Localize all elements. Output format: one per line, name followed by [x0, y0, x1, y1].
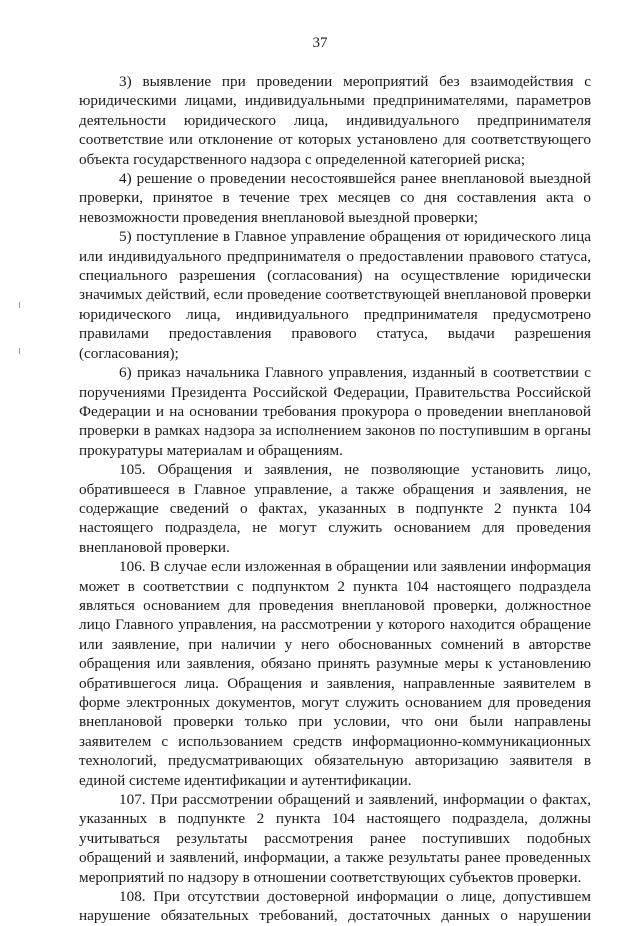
- paragraph-item-5: 5) поступление в Главное управление обращения от юридического лица или индивидуального предпринимателя о предоставлении правового статуса, специального разрешения (согласования) на осуществление юридически значимых действий, если проведение соответствующей внеплановой проверки юридического лица, индивидуального предпринимателя предусмотрено правилами предоставления правового статуса, выдачи разрешения (согласования);: [79, 228, 591, 362]
- paragraph-106: 106. В случае если изложенная в обращении или заявлении информация может в соответствии с подпунктом 2 пункта 104 настоящего подраздела являться основанием для проведения внеплановой проверки, должностное лицо Главного управления, на рассмотрении у которого находится обращение или заявление, при наличии у него обоснованных сомнений в авторстве обращения или заявления, обязано принять разумные меры к установлению обратившегося лица. Обращения и заявления, направленные заявителем в форме электронных документов, могут служить основанием для проведения внеплановой проверки только при условии, что они были направлены заявителем с использованием средств информационно-коммуникационных технологий, предусматривающих обязательную авторизацию заявителя в единой системе идентификации и аутентификации.: [79, 558, 591, 789]
- paragraph-item-4: 4) решение о проведении несостоявшейся ранее внеплановой выездной проверки, принятое в течение трех месяцев со дня составления акта о невозможности проведения внеплановой выездной проверки;: [79, 170, 591, 226]
- paragraph-107: 107. При рассмотрении обращений и заявлений, информации о фактах, указанных в подпункте 2 пункта 104 настоящего подраздела, должны учитываться результаты рассмотрения ранее поступивших подобных обращений и заявлений, информации, а также результаты ранее проведенных мероприятий по надзору в отношении соответствующих субъектов проверки.: [79, 791, 591, 886]
- margin-mark: [19, 348, 20, 354]
- paragraph-108: 108. При отсутствии достоверной информации о лице, допустившем нарушение обязательных требований, достаточных данных о нарушении: [79, 888, 591, 925]
- paragraph-item-6: 6) приказ начальника Главного управления, изданный в соответствии с поручениями Президента Российской Федерации, Правительства Российской Федерации и на основании требования прокурора о проведении внеплановой проверки в рамках надзора за исполнением законов по поступившим в органы прокуратуры материалам и обращениям.: [79, 364, 591, 459]
- document-body: [79, 72, 591, 926]
- paragraph-item-3: 3) выявление при проведении мероприятий без взаимодействия с юридическими лицами, индивидуальными предпринимателями, параметров деятельности юридического лица, индивидуального предпринимателя соответствие или отклонение от которых установлено для соответствующего объекта государственного надзора с определенной категорией риска;: [79, 73, 591, 168]
- margin-mark: [19, 302, 20, 308]
- paragraph-105: 105. Обращения и заявления, не позволяющие установить лицо, обратившееся в Главное управление, а также обращения и заявления, не содержащие сведений о фактах, указанных в подпункте 2 пункта 104 настоящего подраздела, не могут служить основанием для проведения внеплановой проверки.: [79, 461, 591, 556]
- page-number: 37: [312, 35, 328, 51]
